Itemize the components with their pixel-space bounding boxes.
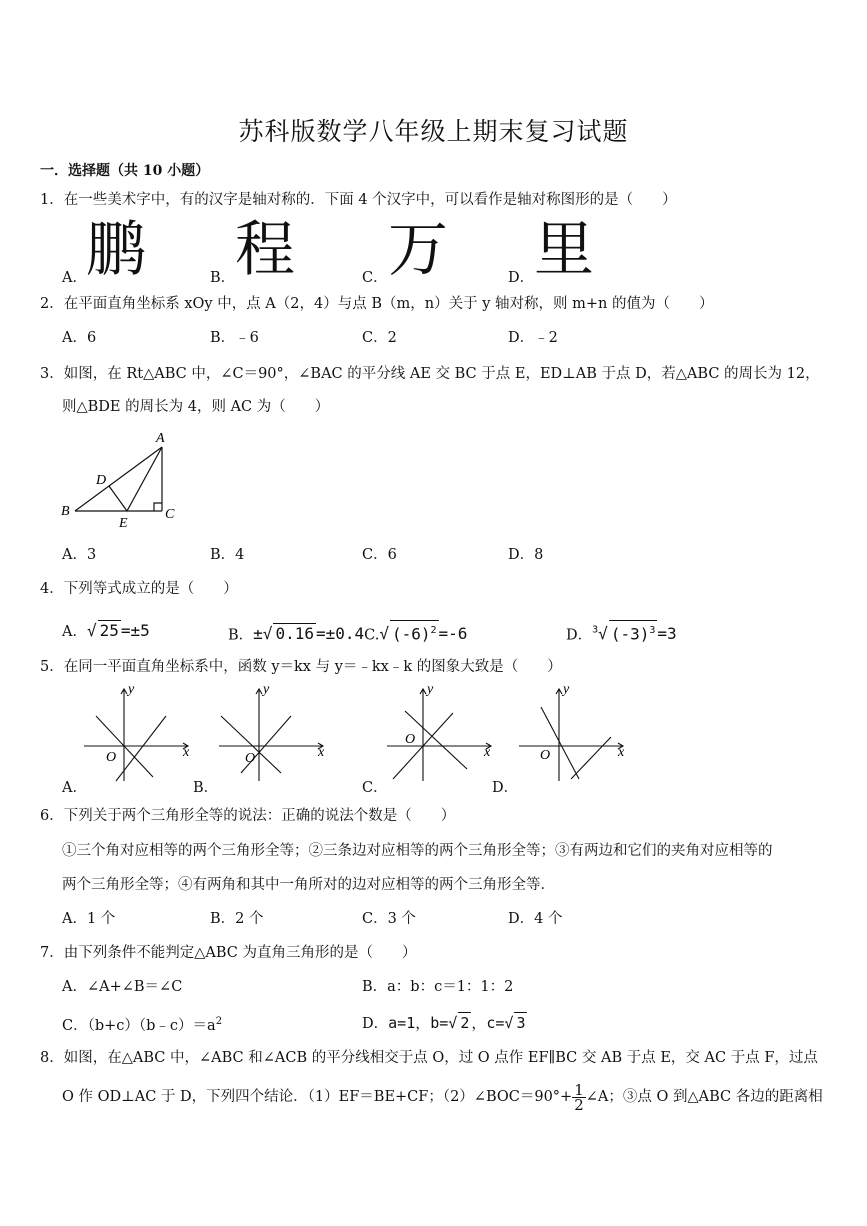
q5-graph-b-y-label: y — [263, 683, 270, 697]
section-heading: 一．选择题（共 10 小题） — [40, 163, 210, 179]
q5-option-d: D． — [492, 780, 519, 796]
q6-option-b: B．2 个 — [210, 911, 264, 927]
q6-body-line2: 两个三角形全等；④有两角和其中一角所对的边对应相等的两个三角形全等． — [62, 877, 555, 893]
q4-option-b-label: B． — [228, 627, 254, 644]
q7-option-c-text: C．（b+c）（b﹣c）＝a — [62, 1017, 216, 1034]
q5-option-c: C． — [362, 780, 388, 796]
q4-option-b-rest: =±0.4 — [315, 624, 365, 644]
q4-option-c-rest: =-6 — [438, 624, 468, 644]
q3-option-c: C．6 — [362, 547, 397, 563]
q1-option-d-label: D． — [508, 270, 535, 286]
q7-stem: 7．由下列条件不能判定△ABC 为直角三角形的是（ ） — [40, 945, 417, 961]
q5-graph-c-origin: O — [405, 732, 416, 747]
q5-stem: 5．在同一平面直角坐标系中，函数 y＝kx 与 y＝﹣kx﹣k 的图象大致是（ ） — [40, 659, 562, 675]
q5-graph-d-line-1 — [541, 707, 579, 779]
q6-option-d: D．4 个 — [508, 911, 563, 927]
q4-option-d-rest: =3 — [657, 624, 677, 644]
q3-right-angle-mark — [154, 503, 162, 511]
q3-label-e: E — [119, 516, 128, 531]
q2-option-d: D．﹣2 — [508, 330, 558, 346]
q5-graph-d-line-2 — [571, 737, 611, 779]
q7-option-a: A．∠A+∠B＝∠C — [62, 979, 183, 995]
q1-option-d-char: 里 — [534, 215, 594, 285]
q5-option-b: B． — [193, 780, 219, 796]
q5-graph-a — [80, 683, 200, 783]
q2-option-c: C．2 — [362, 330, 397, 346]
q2-stem: 2．在平面直角坐标系 xOy 中，点 A（2，4）与点 B（m，n）关于 y 轴对称，则 m+n 的值为（ ） — [40, 296, 714, 312]
q4-option-a-label: A． — [62, 624, 87, 640]
q2-option-a: A．6 — [62, 330, 97, 346]
q3-option-d: D．8 — [508, 547, 544, 563]
q1-option-a-label: A． — [62, 270, 87, 286]
q1-option-b-char: 程 — [235, 215, 295, 285]
q7-option-d-radicand-1: 2 — [460, 1014, 470, 1032]
page-title: 苏科版数学八年级上期末复习试题 — [238, 117, 629, 146]
q3-stem-line1: 3．如图，在 Rt△ABC 中，∠C＝90°，∠BAC 的平分线 AE 交 BC 于点 E，ED⊥AB 于点 D，若△ABC 的周长为 12， — [40, 366, 820, 382]
q3-segment-de — [109, 486, 127, 511]
q4-option-a: A．√ 25 =±5 — [62, 621, 150, 640]
q4-option-d-radicand: (-3) — [610, 624, 650, 644]
q7-option-d-label: D． — [362, 1016, 389, 1032]
q4-option-a-rest: =±5 — [120, 621, 150, 640]
q3-stem-line2: 则△BDE 的周长为 4，则 AC 为（ ） — [62, 399, 330, 415]
q7-option-d: D．a=1，b=√ 2 ，c=√ 3 — [362, 1014, 526, 1032]
q4-option-b-radicand: 0.16 — [275, 624, 314, 644]
q8-fraction-half — [572, 1080, 586, 1114]
q4-option-d-exponent: 3 — [649, 625, 656, 636]
q3-option-a: A．3 — [62, 547, 97, 563]
q5-graph-c-x-label: x — [484, 745, 491, 760]
q3-segment-ae — [127, 447, 162, 511]
q4-stem: 4．下列等式成立的是（ ） — [40, 581, 238, 597]
q8-stem-line2 — [62, 1080, 823, 1114]
q7-option-d-a: a=1，b= — [388, 1014, 449, 1032]
q7-option-b: B．a：b：c＝1：1：2 — [362, 979, 514, 995]
q4-option-b: B．±√ 0.16 =±0.4C.√ $(-6)^2 =-6$ — [228, 620, 467, 645]
q1-option-b-label: B． — [210, 270, 236, 286]
q6-body-line1: ①三个角对应相等的两个三角形全等；②三条边对应相等的两个三角形全等；③有两边和它们的夹角对应相等的 — [62, 843, 773, 859]
q7-option-d-c: ，c= — [471, 1014, 505, 1032]
q3-label-b: B — [61, 504, 70, 519]
q3-label-d: D — [96, 473, 107, 488]
q7-option-c-exponent: 2 — [215, 1016, 223, 1027]
q4-option-d-label: D． — [566, 627, 593, 644]
q4-option-c-radicand: (-6) — [391, 624, 431, 644]
q4-option-a-radicand: 25 — [99, 621, 119, 640]
q3-option-b: B．4 — [210, 547, 245, 563]
q4-option-c-exponent: 2 — [430, 625, 437, 636]
q3-segment-ab — [75, 447, 162, 511]
q4-option-d: D．$^3$√ $(-3)^3 =3$ — [566, 620, 677, 645]
q8-stem-line1: 8．如图，在△ABC 中，∠ABC 和∠ACB 的平分线相交于点 O，过 O 点作 EF∥BC 交 AB 于点 E，交 AC 于点 F，过点 — [40, 1050, 818, 1066]
q5-graph-c-y-label: y — [427, 683, 434, 697]
q5-graph-a-y-label: y — [128, 683, 135, 697]
q5-graph-b — [215, 683, 335, 783]
q5-graph-b-origin: O — [245, 751, 256, 766]
q7-option-d-radicand-2: 3 — [516, 1014, 526, 1032]
q5-graph-a-origin: O — [106, 750, 117, 765]
q4-option-b-prefix: ± — [253, 624, 263, 644]
q6-option-c: C．3 个 — [362, 911, 416, 927]
q2-option-b: B．﹣6 — [210, 330, 259, 346]
q5-graph-d — [515, 683, 635, 783]
q3-label-c: C — [165, 507, 175, 522]
q5-option-a: A． — [62, 780, 87, 796]
q5-graph-d-y-label: y — [563, 683, 570, 697]
q8-stem-line2-b: ∠A；③点 O 到△ABC 各边的距离相 — [585, 1089, 823, 1105]
q1-option-a-char: 鹏 — [86, 215, 146, 285]
q8-fraction-numerator: 1 — [574, 1080, 584, 1099]
q6-stem: 6．下列关于两个三角形全等的说法：正确的说法个数是（ ） — [40, 808, 456, 824]
q3-triangle-figure — [55, 425, 195, 535]
q5-graph-d-x-label: x — [618, 745, 625, 760]
q5-graph-a-x-label: x — [183, 745, 190, 760]
q4-option-d-index: 3 — [592, 625, 599, 636]
q5-graph-d-origin: O — [540, 748, 551, 763]
q1-stem: 1．在一些美术字中，有的汉字是轴对称的．下面 4 个汉字中，可以看作是轴对称图形的是（ ） — [40, 192, 677, 208]
q6-option-a: A．1 个 — [62, 911, 116, 927]
q5-graph-b-x-label: x — [318, 745, 325, 760]
q4-option-c-label: C. — [364, 627, 380, 644]
q8-fraction-denominator: 2 — [574, 1095, 584, 1114]
q7-option-c — [62, 1012, 222, 1036]
q1-option-c-label: C． — [362, 270, 388, 286]
q3-label-a: A — [156, 431, 165, 446]
q1-option-c-char: 万 — [388, 215, 448, 285]
q8-stem-line2-a: O 作 OD⊥AC 于 D，下列四个结论．（1）EF＝BE+CF；（2）∠BOC＝90°+ — [62, 1089, 573, 1105]
q5-graph-c — [383, 683, 503, 783]
